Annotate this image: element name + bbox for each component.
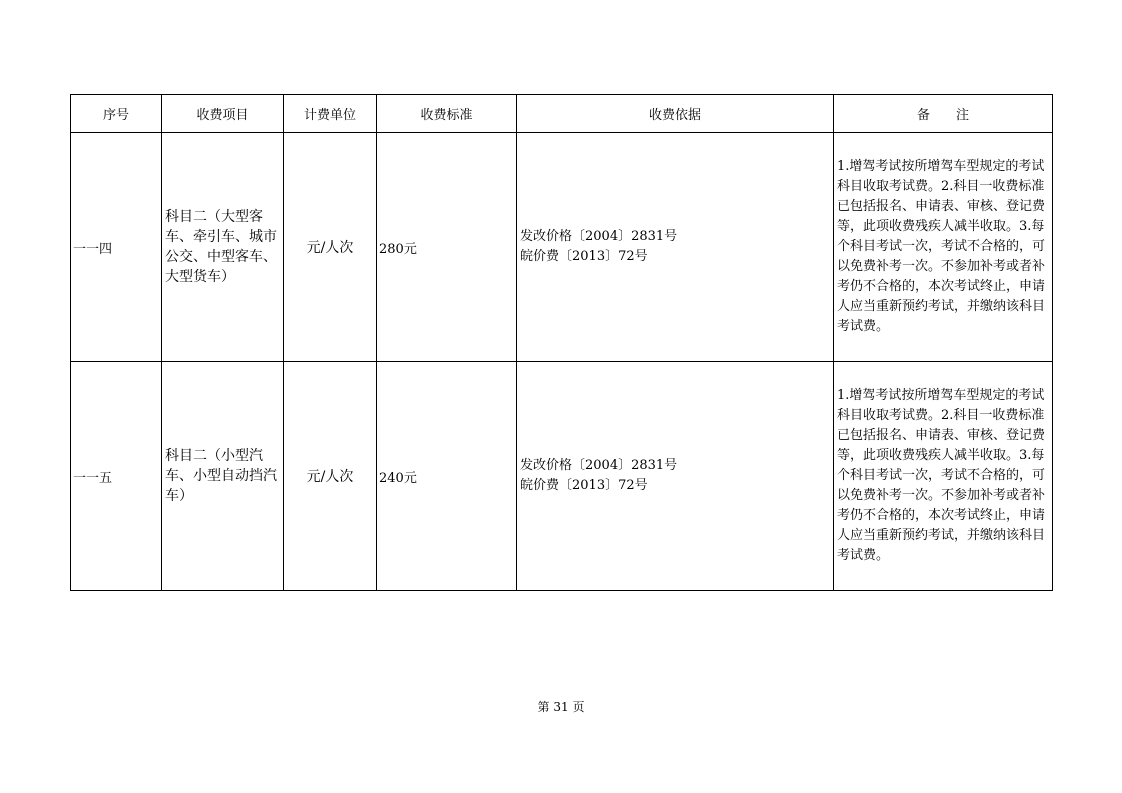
cell-seq: 一一五 [71, 362, 162, 591]
cell-standard: 280元 [377, 133, 517, 362]
fee-table [70, 94, 1053, 591]
basis-line: 皖价费〔2013〕72号 [520, 249, 648, 264]
cell-note: 1.增驾考试按所增驾车型规定的考试科目收取考试费。2.科目一收费标准已包括报名、申请表、审核、登记费等，此项收费残疾人减半收取。3.每个科目考试一次，考试不合格的，可以免费补考一次。不参加补考或者补考仍不合格的，本次考试终止，申请人应当重新预约考试，并缴纳该科目考试费。 [834, 133, 1053, 362]
cell-item: 科目二（小型汽车、小型自动挡汽车） [162, 362, 284, 591]
header-item: 收费项目 [162, 95, 284, 133]
cell-seq: 一一四 [71, 133, 162, 362]
page-number: 第 31 页 [537, 700, 585, 714]
cell-basis [517, 362, 834, 591]
header-standard: 收费标准 [377, 95, 517, 133]
cell-unit: 元/人次 [284, 133, 377, 362]
cell-note: 1.增驾考试按所增驾车型规定的考试科目收取考试费。2.科目一收费标准已包括报名、申请表、审核、登记费等，此项收费残疾人减半收取。3.每个科目考试一次，考试不合格的，可以免费补考一次。不参加补考或者补考仍不合格的，本次考试终止，申请人应当重新预约考试，并缴纳该科目考试费。 [834, 362, 1053, 591]
cell-item: 科目二（大型客车、牵引车、城市公交、中型客车、大型货车） [162, 133, 284, 362]
cell-standard: 240元 [377, 362, 517, 591]
header-unit: 计费单位 [284, 95, 377, 133]
cell-unit: 元/人次 [284, 362, 377, 591]
header-basis: 收费依据 [517, 95, 834, 133]
cell-basis [517, 133, 834, 362]
table-row [71, 133, 1053, 362]
header-seq: 序号 [71, 95, 162, 133]
table-row [71, 362, 1053, 591]
basis-line: 皖价费〔2013〕72号 [520, 478, 648, 493]
basis-line: 发改价格〔2004〕2831号 [520, 458, 678, 473]
basis-line: 发改价格〔2004〕2831号 [520, 229, 678, 244]
table-header-row [71, 95, 1053, 133]
header-note: 备 注 [834, 95, 1053, 133]
